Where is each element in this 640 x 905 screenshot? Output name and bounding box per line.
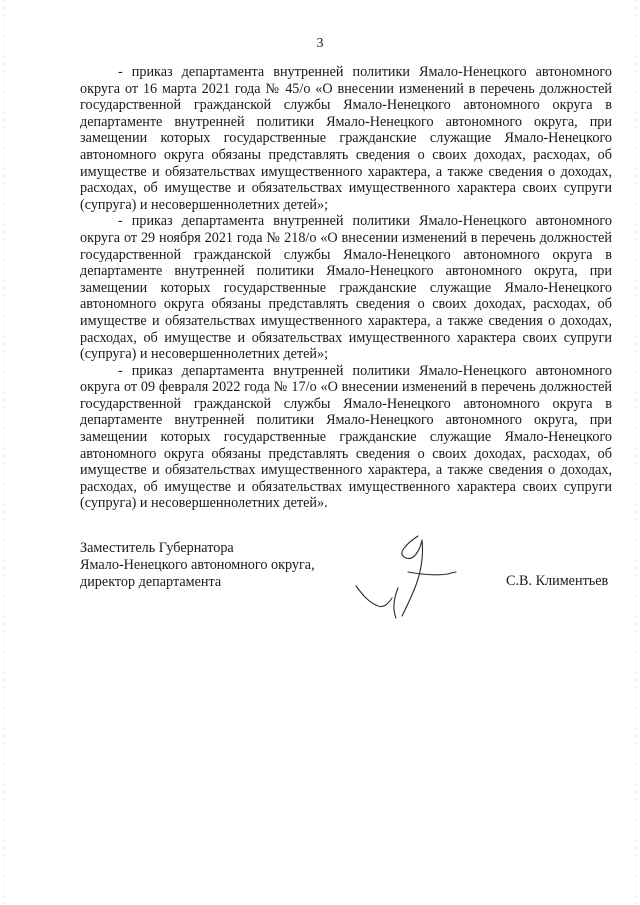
handwritten-signature (348, 528, 468, 628)
scan-edge-left (3, 0, 4, 905)
signatory-title-line: Ямало-Ненецкого автономного округа, (80, 556, 315, 573)
scan-edge-right (636, 0, 637, 905)
body-text (80, 64, 612, 512)
paragraph-order-17: - приказ департамента внутренней политики Ямало-Ненецкого автономного округа от 09 февраля 2022 года № 17/о «О внесении изменений в перечень должностей государственной гражданской службы Ямало-Ненецкого автономного округа в департаменте внутренней политики Ямало-Ненецкого автономного округа, при замещении которых государственные гражданские служащие Ямало-Ненецкого автономного округа обязаны представлять сведения о своих доходах, расходах, об имуществе и обязательствах имущественного характера, а также сведения о доходах, расходах, об имуществе и обязательствах имущественного характера своих супруги (супруга) и несовершеннолетних детей». (80, 362, 612, 512)
signatory-title (80, 540, 315, 590)
paragraph-order-218: - приказ департамента внутренней политики Ямало-Ненецкого автономного округа от 29 ноября 2021 года № 218/о «О внесении изменений в перечень должностей государственной гражданской службы Ямало-Ненецкого автономного округа в департаменте внутренней политики Ямало-Ненецкого автономного округа, при замещении которых государственные гражданские служащие Ямало-Ненецкого автономного округа обязаны представлять сведения о своих доходах, расходах, об имуществе и обязательствах имущественного характера, а также сведения о доходах, расходах, об имуществе и обязательствах имущественного характера своих супруги (супруга) и несовершеннолетних детей»; (80, 213, 612, 363)
page-number: 3 (316, 36, 324, 51)
signatory-title-line: директор департамента (80, 573, 222, 590)
signatory-title-line: Заместитель Губернатора (80, 540, 234, 556)
signatory-name: С.В. Климентьев (506, 573, 609, 589)
paragraph-order-45: - приказ департамента внутренней политики Ямало-Ненецкого автономного округа от 16 марта 2021 года № 45/о «О внесении изменений в перечень должностей государственной гражданской службы Ямало-Ненецкого автономного округа в департаменте внутренней политики Ямало-Ненецкого автономного округа, при замещении которых государственные гражданские служащие Ямало-Ненецкого автономного округа обязаны представлять сведения о своих доходах, расходах, об имуществе и обязательствах имущественного характера, а также сведения о доходах, расходах, об имуществе и обязательствах имущественного характера своих супруги (супруга) и несовершеннолетних детей»; (80, 64, 612, 213)
